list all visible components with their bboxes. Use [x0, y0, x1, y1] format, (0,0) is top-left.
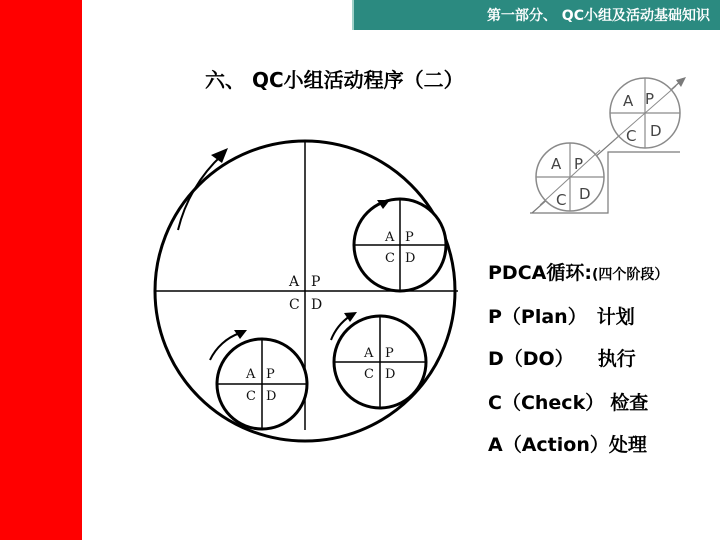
small-br-letter-a: A [364, 346, 374, 361]
staircase-upper-wheel [610, 78, 680, 148]
small-br-letter-c: C [364, 367, 374, 382]
staircase-lower-wheel [536, 143, 604, 211]
main-letter-d: D [311, 297, 323, 313]
pdca-term: A（Action） [488, 434, 609, 456]
svg-text:P: P [574, 155, 584, 173]
pdca-term: C（Check） [488, 392, 605, 414]
small-br-letter-d: D [385, 367, 396, 382]
pdca-heading-note: (四个阶段） [591, 267, 669, 283]
pdca-meaning: 检查 [610, 392, 649, 414]
pdca-item-action [488, 430, 647, 457]
svg-text:C: C [556, 191, 567, 209]
small-bl-letter-c: C [246, 389, 256, 404]
small-br-letter-p: P [385, 346, 394, 361]
svg-text:A: A [623, 92, 634, 110]
pdca-heading [488, 258, 668, 285]
pdca-item-check [488, 388, 648, 415]
pdca-item-do [488, 344, 636, 371]
section-header: 第一部分、 QC小组及活动基础知识 [486, 8, 710, 24]
staircase-arrowhead [676, 77, 686, 87]
main-letter-p: P [311, 274, 321, 290]
svg-text:C: C [626, 127, 637, 145]
main-letter-c: C [289, 297, 300, 313]
svg-text:P: P [645, 90, 655, 108]
pdca-term: D（DO） [488, 348, 574, 370]
pdca-meaning: 处理 [608, 434, 647, 456]
small-bl-letter-d: D [266, 389, 277, 404]
small-bl-letter-p: P [266, 367, 275, 382]
pdca-meaning: 计划 [596, 306, 635, 328]
svg-text:A: A [551, 155, 562, 173]
small-tr-letter-c: C [385, 251, 395, 266]
svg-text:D: D [579, 185, 591, 203]
small-tr-letter-d: D [405, 251, 416, 266]
main-letter-a: A [289, 274, 300, 290]
pdca-meaning: 执行 [597, 348, 636, 370]
pdca-heading-text: PDCA循环: [488, 262, 592, 284]
small-tr-letter-a: A [385, 230, 395, 245]
page-title: 六、 QC小组活动程序（二） [205, 68, 464, 92]
small-bl-letter-a: A [246, 367, 256, 382]
svg-text:D: D [650, 122, 662, 140]
small-tr-letter-p: P [405, 230, 414, 245]
pdca-item-plan [488, 302, 635, 329]
pdca-term: P（Plan） [488, 306, 587, 328]
